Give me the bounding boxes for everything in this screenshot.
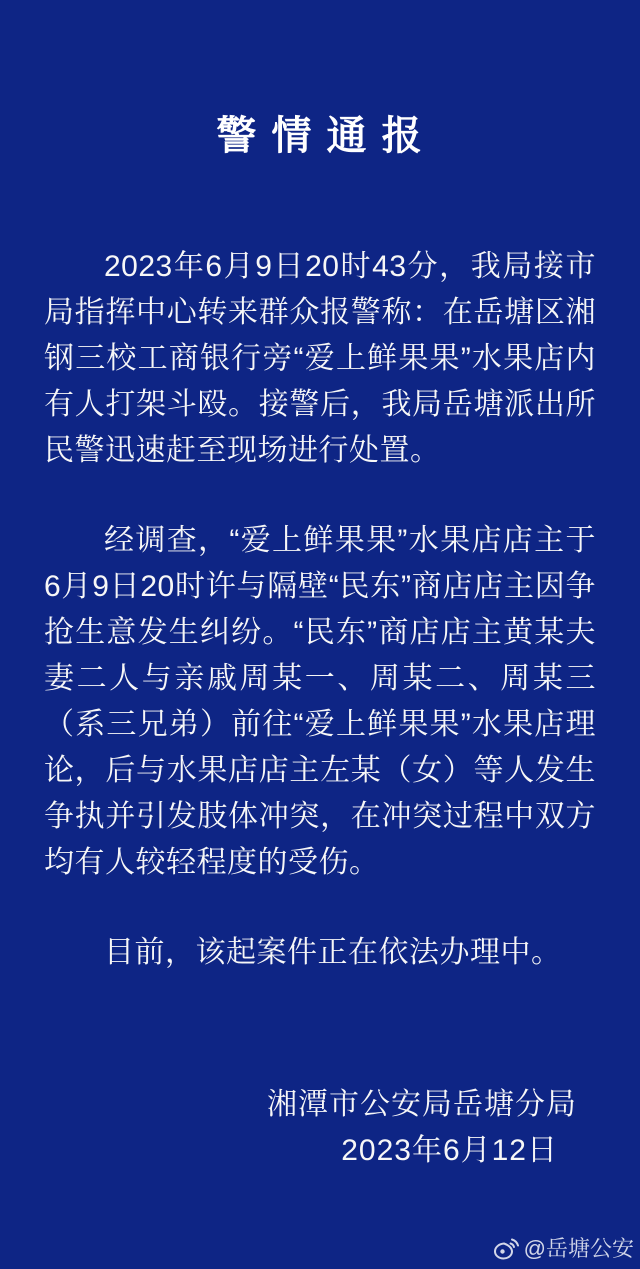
weibo-icon bbox=[493, 1237, 519, 1261]
notice-paragraph-status: 目前，该起案件正在依法办理中。 bbox=[104, 936, 562, 969]
notice-paragraph-investigation: 经调查，“爱上鲜果果”水果店店主于6月9日20时许与隔壁“民东”商店店主因争抢生意发生纠纷。“民东”商店店主黄某夫妻二人与亲戚周某一、周某二、周某三（系三兄弟）前往“爱上鲜果果”水果店理论，后与水果店店主左某（女）等人发生争执并引发肢体冲突，在冲突过程中双方均有人较轻程度的受伤。 bbox=[44, 524, 596, 879]
signature-block bbox=[267, 1082, 577, 1174]
weibo-watermark bbox=[493, 1237, 634, 1261]
signature-authority: 湘潭市公安局岳塘分局 bbox=[267, 1088, 577, 1121]
notice-paragraph-report: 2023年6月9日20时43分，我局接市局指挥中心转来群众报警称：在岳塘区湘钢三校工商银行旁“爱上鲜果果”水果店内有人打架斗殴。接警后，我局岳塘派出所民警迅速赶至现场进行处置。 bbox=[44, 250, 596, 467]
signature-date: 2023年6月12日 bbox=[341, 1134, 558, 1167]
notice-body bbox=[44, 244, 596, 976]
watermark-text: @岳塘公安 bbox=[523, 1236, 634, 1261]
notice-title: 警 情 通 报 bbox=[216, 114, 424, 158]
